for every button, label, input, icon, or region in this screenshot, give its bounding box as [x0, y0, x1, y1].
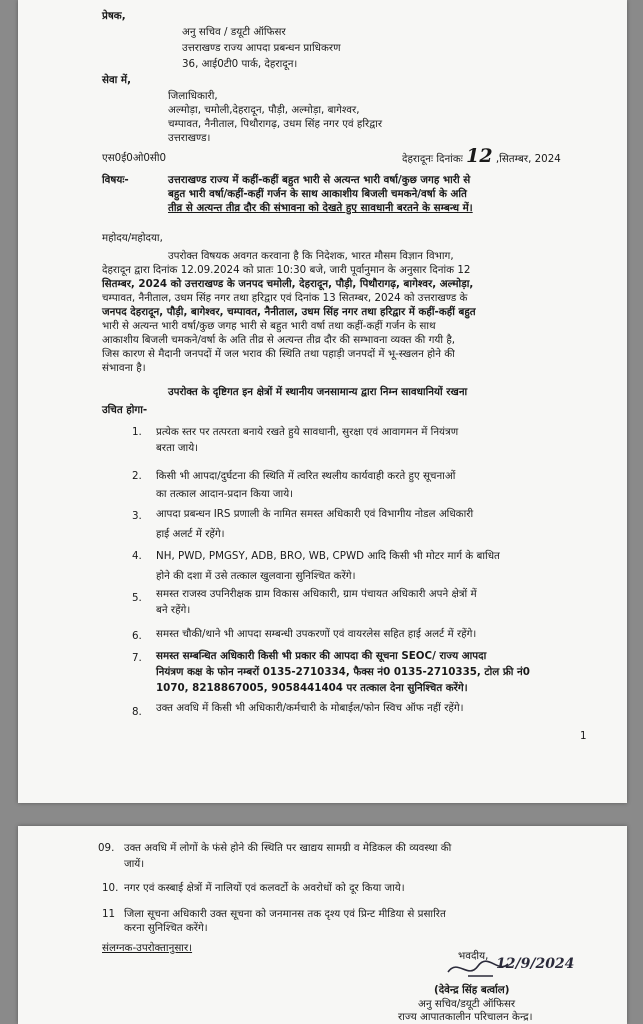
signatory-name: (देवेन्द्र सिंह बर्त्वाल) — [434, 984, 510, 996]
item-number: 8. — [132, 706, 142, 718]
item-number: 3. — [132, 510, 142, 522]
para2-line: उपरोक्त के दृष्टिगत इन क्षेत्रों में स्थानीय जनसामान्य द्वारा निम्न सावधानियों रखना — [168, 386, 468, 398]
letter-page-1 — [18, 0, 627, 803]
recipient-line: जिलाधिकारी, — [168, 90, 218, 102]
item-number: 11 — [102, 908, 116, 920]
item-line: प्रत्येक स्तर पर तत्परता बनाये रखते हुये सावधानी, सुरक्षा एवं आवागमन में नियंत्रण — [156, 426, 459, 438]
handwritten-signature: 12/9/2024 — [496, 956, 575, 972]
para1-line: उपरोक्त विषयक अवगत करवाना है कि निदेशक, भारत मौसम विज्ञान विभाग, — [168, 250, 454, 262]
item-line: 1070, 8218867005, 9058441404 पर तत्काल देना सुनिश्चित करेंगे। — [156, 682, 468, 694]
sender-line: 36, आई0टी0 पार्क, देहरादून। — [182, 58, 298, 70]
closing: भवदीय, — [458, 950, 489, 962]
signatory-line: अनु सचिव/डयूटी ऑफिसर — [418, 998, 516, 1010]
sender-line: उत्तराखण्ड राज्य आपदा प्रबन्धन प्राधिकरण — [182, 42, 341, 54]
para1-line: जिस कारण से मैदानी जनपदों में जल भराव की स्थिति तथा पहाड़ी जनपदों में भू-स्खलन होने की — [102, 348, 455, 360]
date-suffix: ,सितम्बर, 2024 — [495, 153, 561, 165]
para1-line: संभावना है। — [102, 362, 146, 374]
para1-line: देहरादून द्वारा दिनांक 12.09.2024 को प्रातः 10:30 बजे, जारी पूर्वानुमान के अनुसार दिनांक 12 — [102, 264, 471, 276]
item-line: आपदा प्रबन्धन IRS प्रणाली के नामित समस्त अधिकारी एवं विभागीय नोडल अधिकारी — [156, 508, 474, 520]
para1-line: भारी से अत्यन्त भारी वर्षा/कुछ जगह भारी से बहुत भारी वर्षा तथा कहीं-कहीं गर्जन के साथ — [102, 320, 436, 332]
recipient-line: चम्पावत, नैनीताल, पिथौरागढ़, उधम सिंह नगर एवं हरिद्वार — [168, 118, 383, 130]
signature-scribble — [438, 954, 588, 984]
para2-line: उचित होगा- — [102, 404, 148, 416]
subject-line: बहुत भारी वर्षा/कहीं-कहीं गर्जन के साथ आकाशीय बिजली चमकने/वर्षा के अति — [168, 188, 467, 200]
item-line: नगर एवं कस्बाई क्षेत्रों में नालियों एवं कलवर्टो के अवरोधों को दूर किया जाये। — [124, 882, 405, 894]
item-number: 10. — [102, 882, 119, 894]
item-line: करना सुनिश्चित करेंगे। — [124, 922, 208, 934]
item-line: बने रहेंगे। — [156, 604, 191, 616]
reference-number: एस0ई0ओ0सी0 — [102, 152, 167, 164]
item-number: 6. — [132, 630, 142, 642]
date-prefix: देहरादूनः दिनांकः — [402, 153, 463, 165]
item-line: जायें। — [124, 858, 145, 870]
recipient-line: उत्तराखण्ड। — [168, 132, 211, 144]
item-number: 09. — [98, 842, 115, 854]
sender-line: अनु सचिव / डयूटी ऑफिसर — [182, 26, 286, 38]
para1-line: चम्पावत, नैनीताल, उधम सिंह नगर तथा हरिद्वार एवं दिनांक 13 सितम्बर, 2024 को उत्तराखण्ड के — [102, 292, 468, 304]
subject-line: तीव्र से अत्यन्त तीव्र दौर की संभावना को देखते हुए सावधानी बरतने के सम्बन्ध में। — [168, 202, 473, 214]
para1-line: जनपद देहरादून, पौड़ी, बागेश्वर, चम्पावत, नैनीताल, उधम सिंह नगर तथा हरिद्वार में कहीं-कहीं बहुत — [102, 306, 476, 318]
para1-line: आकाशीय बिजली चमकने/वर्षा के अति तीव्र से अत्यन्त तीव्र दौर की सम्भावना व्यक्त की गयी है, — [102, 334, 456, 346]
item-line: किसी भी आपदा/दुर्घटना की स्थिति में त्वरित स्थलीय कार्यवाही करते हुए सूचनाओं — [156, 470, 456, 482]
subject-label: विषयः- — [102, 174, 129, 186]
item-line: NH, PWD, PMGSY, ADB, BRO, WB, CPWD आदि किसी भी मोटर मार्ग के बाधित — [156, 550, 500, 562]
item-line: उक्त अवधि में किसी भी अधिकारी/कर्मचारी के मोबाईल/फोन स्विच ऑफ नहीं रहेंगे। — [156, 702, 464, 714]
item-number: 1. — [132, 426, 142, 438]
item-line: समस्त सम्बन्धित अधिकारी किसी भी प्रकार की आपदा की सूचना SEOC/ राज्य आपदा — [156, 650, 487, 662]
item-line: होने की दशा में उसे तत्काल खुलवाना सुनिश्चित करेंगे। — [156, 570, 356, 582]
item-line: हाई अलर्ट में रहेंगे। — [156, 528, 225, 540]
date-line — [402, 145, 561, 167]
item-line: समस्त चौकी/थाने भी आपदा सम्बन्धी उपकरणों एवं वायरलेस सहित हाई अलर्ट में रहेंगे। — [156, 628, 477, 640]
item-line: नियंत्रण कक्ष के फोन नम्बरों 0135-2710334, फैक्स नं0 0135-2710335, टोल फ्री नं0 — [156, 666, 530, 678]
item-line: जिला सूचना अधिकारी उक्त सूचना को जनमानस तक दृश्य एवं प्रिन्ट मीडिया से प्रसारित — [124, 908, 446, 920]
letter-page-2 — [18, 826, 627, 1024]
item-line: का तत्काल आदान-प्रदान किया जाये। — [156, 488, 294, 500]
salutation: महोदय/महोदया, — [102, 232, 163, 244]
date-day-handwritten: 12 — [466, 145, 493, 167]
item-line: बरता जाये। — [156, 442, 199, 454]
page-number: 1 — [580, 730, 587, 742]
signatory-line: राज्य आपातकालीन परिचालन केन्द्र। — [398, 1011, 533, 1023]
enclosure-note: संलग्नक-उपरोक्तानुसार। — [102, 942, 193, 954]
to-label: सेवा में, — [102, 74, 132, 86]
para1-line: सितम्बर, 2024 को उत्तराखण्ड के जनपद चमोली, देहरादून, पौड़ी, पिथौरागढ़, बागेश्वर, अल्मोड़ा, — [102, 278, 474, 290]
item-number: 5. — [132, 592, 142, 604]
item-number: 2. — [132, 470, 142, 482]
recipient-line: अल्मोड़ा, चमोली,देहरादून, पौड़ी, अल्मोड़ा, बागेश्वर, — [168, 104, 360, 116]
item-line: समस्त राजस्व उपनिरीक्षक ग्राम विकास अधिकारी, ग्राम पंचायत अधिकारी अपने क्षेत्रों में — [156, 588, 477, 600]
item-number: 4. — [132, 550, 142, 562]
from-label: प्रेषक, — [102, 10, 126, 22]
item-number: 7. — [132, 652, 142, 664]
item-line: उक्त अवधि में लोगों के फंसे होने की स्थिति पर खाद्यय सामग्री व मेडिकल की व्यवस्था की — [124, 842, 452, 854]
subject-line: उत्तराखण्ड राज्य में कहीं-कहीं बहुत भारी से अत्यन्त भारी वर्षा/कुछ जगह भारी से — [168, 174, 471, 186]
